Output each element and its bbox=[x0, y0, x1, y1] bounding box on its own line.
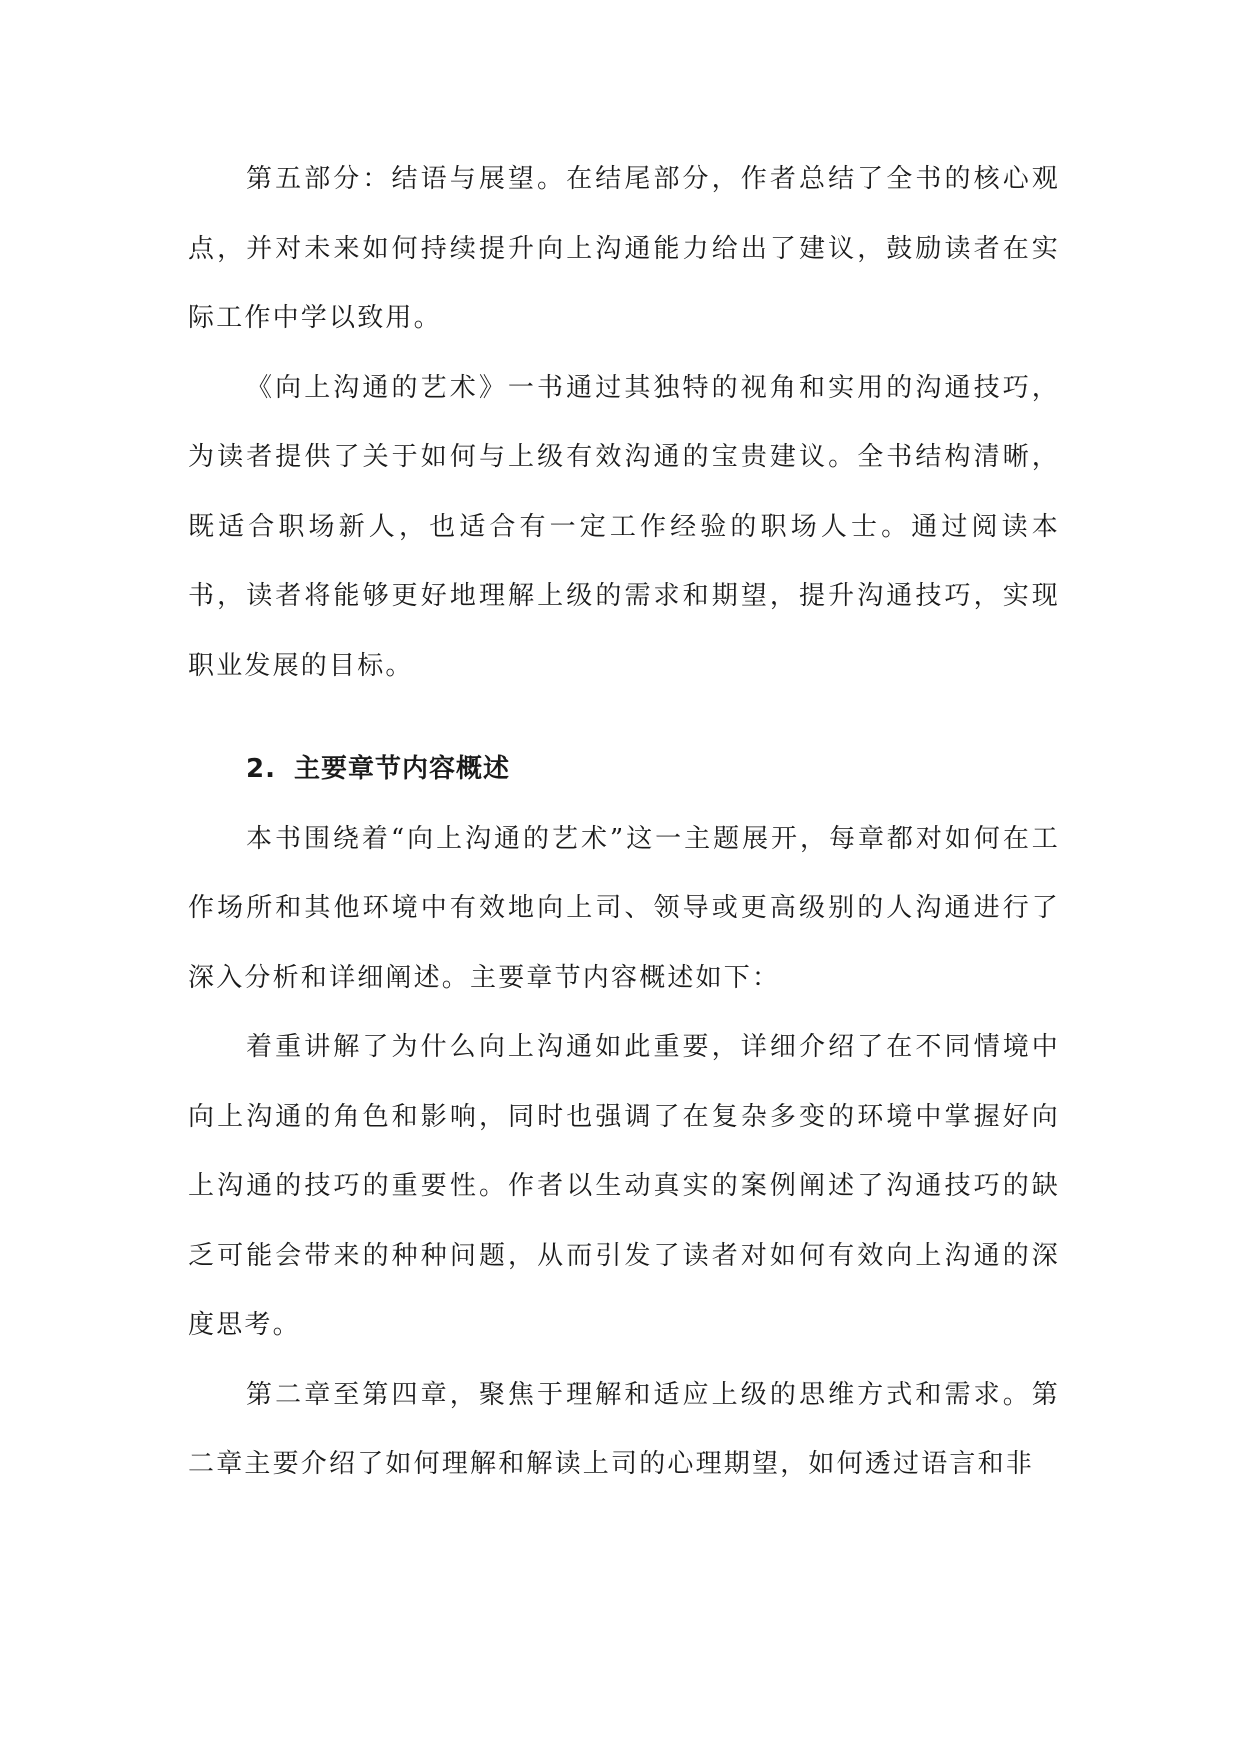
paragraph-chapters-intro: 本书围绕着“向上沟通的艺术”这一主题展开，每章都对如何在工作场所和其他环境中有效地向上司、领导或更高级别的人沟通进行了深入分析和详细阐述。主要章节内容概述如下： bbox=[188, 823, 1060, 993]
paragraph-part-five-conclusion: 第五部分：结语与展望。在结尾部分，作者总结了全书的核心观点，并对未来如何持续提升向上沟通能力给出了建议，鼓励读者在实际工作中学以致用。 bbox=[188, 164, 1060, 333]
paragraph-book-summary: 《向上沟通的艺术》一书通过其独特的视角和实用的沟通技巧，为读者提供了关于如何与上级有效沟通的宝贵建议。全书结构清晰，既适合职场新人，也适合有一定工作经验的职场人士。通过阅读本书，读者将能够更好地理解上级的需求和期望，提升沟通技巧，实现职业发展的目标。 bbox=[188, 372, 1060, 681]
section-title: 主要章节内容概述 bbox=[293, 754, 510, 784]
section-heading bbox=[188, 735, 1060, 805]
paragraph-chapters-two-to-four: 第二章至第四章，聚焦于理解和适应上级的思维方式和需求。第二章主要介绍了如何理解和解读上司的心理期望，如何透过语言和非 bbox=[188, 1379, 1060, 1479]
document-body bbox=[188, 145, 1060, 1500]
paragraph-importance: 着重讲解了为什么向上沟通如此重要，详细介绍了在不同情境中向上沟通的角色和影响，同时也强调了在复杂多变的环境中掌握好向上沟通的技巧的重要性。作者以生动真实的案例阐述了沟通技巧的缺乏可能会带来的种种问题，从而引发了读者对如何有效向上沟通的深度思考。 bbox=[188, 1032, 1060, 1340]
section-number: 2. bbox=[246, 754, 276, 784]
